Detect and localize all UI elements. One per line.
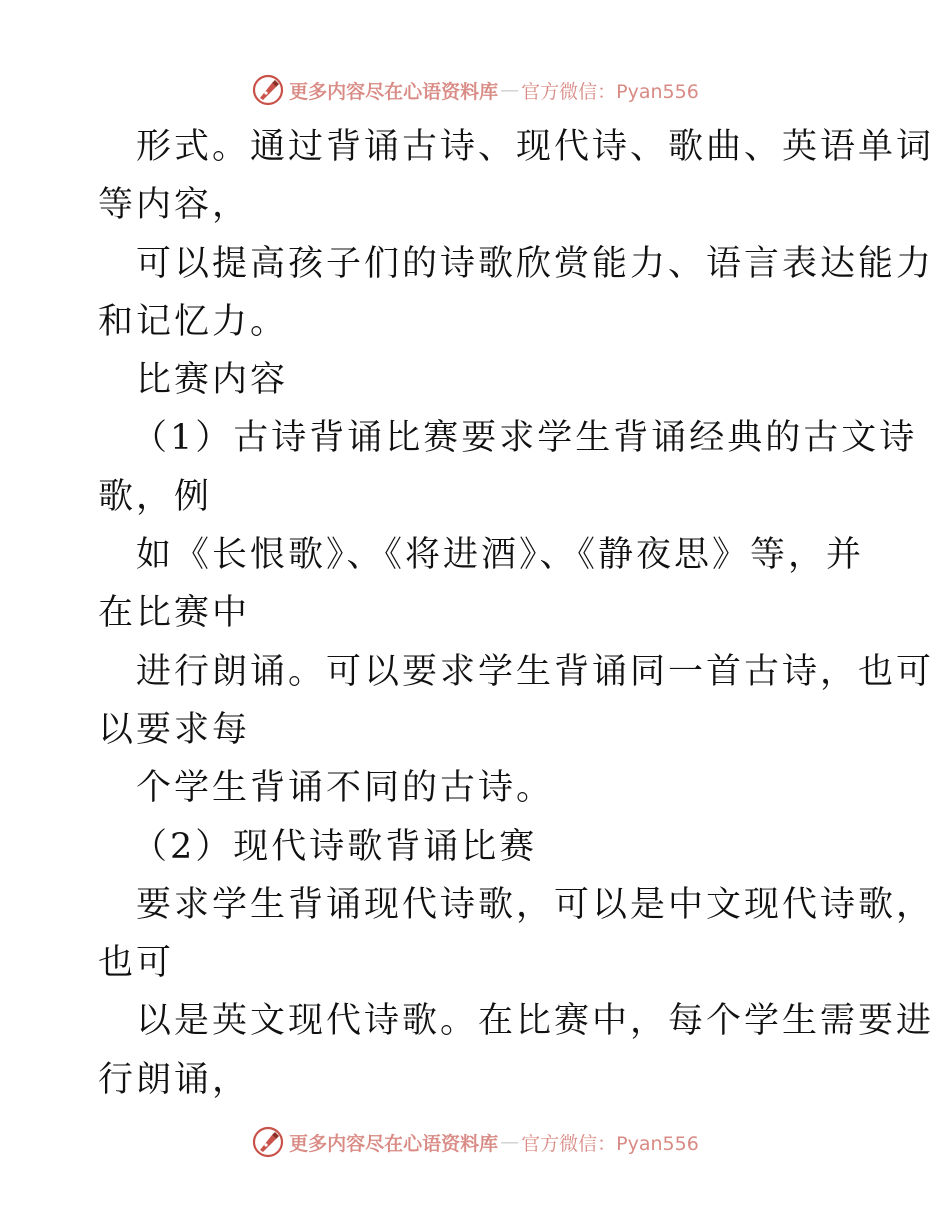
paragraph-line: 和记忆力。 [98,301,289,342]
watermark-site-text: 更多内容尽在心语资料库 [289,1132,499,1155]
paragraph-line: 行朗诵， [98,1059,251,1100]
paragraph-line: 在比赛中 [98,593,251,634]
paragraph-line: 以要求每 [98,709,251,750]
paragraph-line: 可以提高孩子们的诗歌欣赏能力、语言表达能力 [136,243,935,284]
paragraph-line: 等内容， [98,185,251,226]
header-watermark [0,70,950,110]
paragraph-line: 形式。通过背诵古诗、现代诗、歌曲、英语单词 [136,127,935,167]
paragraph-line: 个学生背诵不同的古诗。 [136,768,555,809]
document-body [98,118,935,1109]
footer-watermark [0,1122,950,1162]
pen-nib-logo-icon [251,1125,285,1159]
paragraph-line: 进行朗诵。可以要求学生背诵同一首古诗，也可 [136,651,935,692]
watermark-site-text: 更多内容尽在心语资料库 [289,80,499,103]
paragraph-line: 歌，例 [98,476,213,517]
paragraph-line: 如《长恨歌》、《将进酒》、《静夜思》等，并 [136,535,865,576]
paragraph-line: 也可 [98,943,175,984]
section-heading: 比赛内容 [136,360,289,401]
paragraph-line: 要求学生背诵现代诗歌，可以是中文现代诗歌， [136,884,935,925]
watermark-separator: — [500,79,520,101]
watermark-wechat-text: 官方微信：Pyan556 [521,80,699,103]
pen-nib-logo-icon [251,73,285,107]
paragraph-line: 以是英文现代诗歌。在比赛中，每个学生需要进 [136,1001,935,1042]
watermark-separator: — [500,1131,520,1153]
subsection-heading: （2）现代诗歌背诵比赛 [132,826,538,867]
watermark-wechat-text: 官方微信：Pyan556 [521,1132,699,1155]
paragraph-line: （1）古诗背诵比赛要求学生背诵经典的古文诗 [132,418,918,459]
